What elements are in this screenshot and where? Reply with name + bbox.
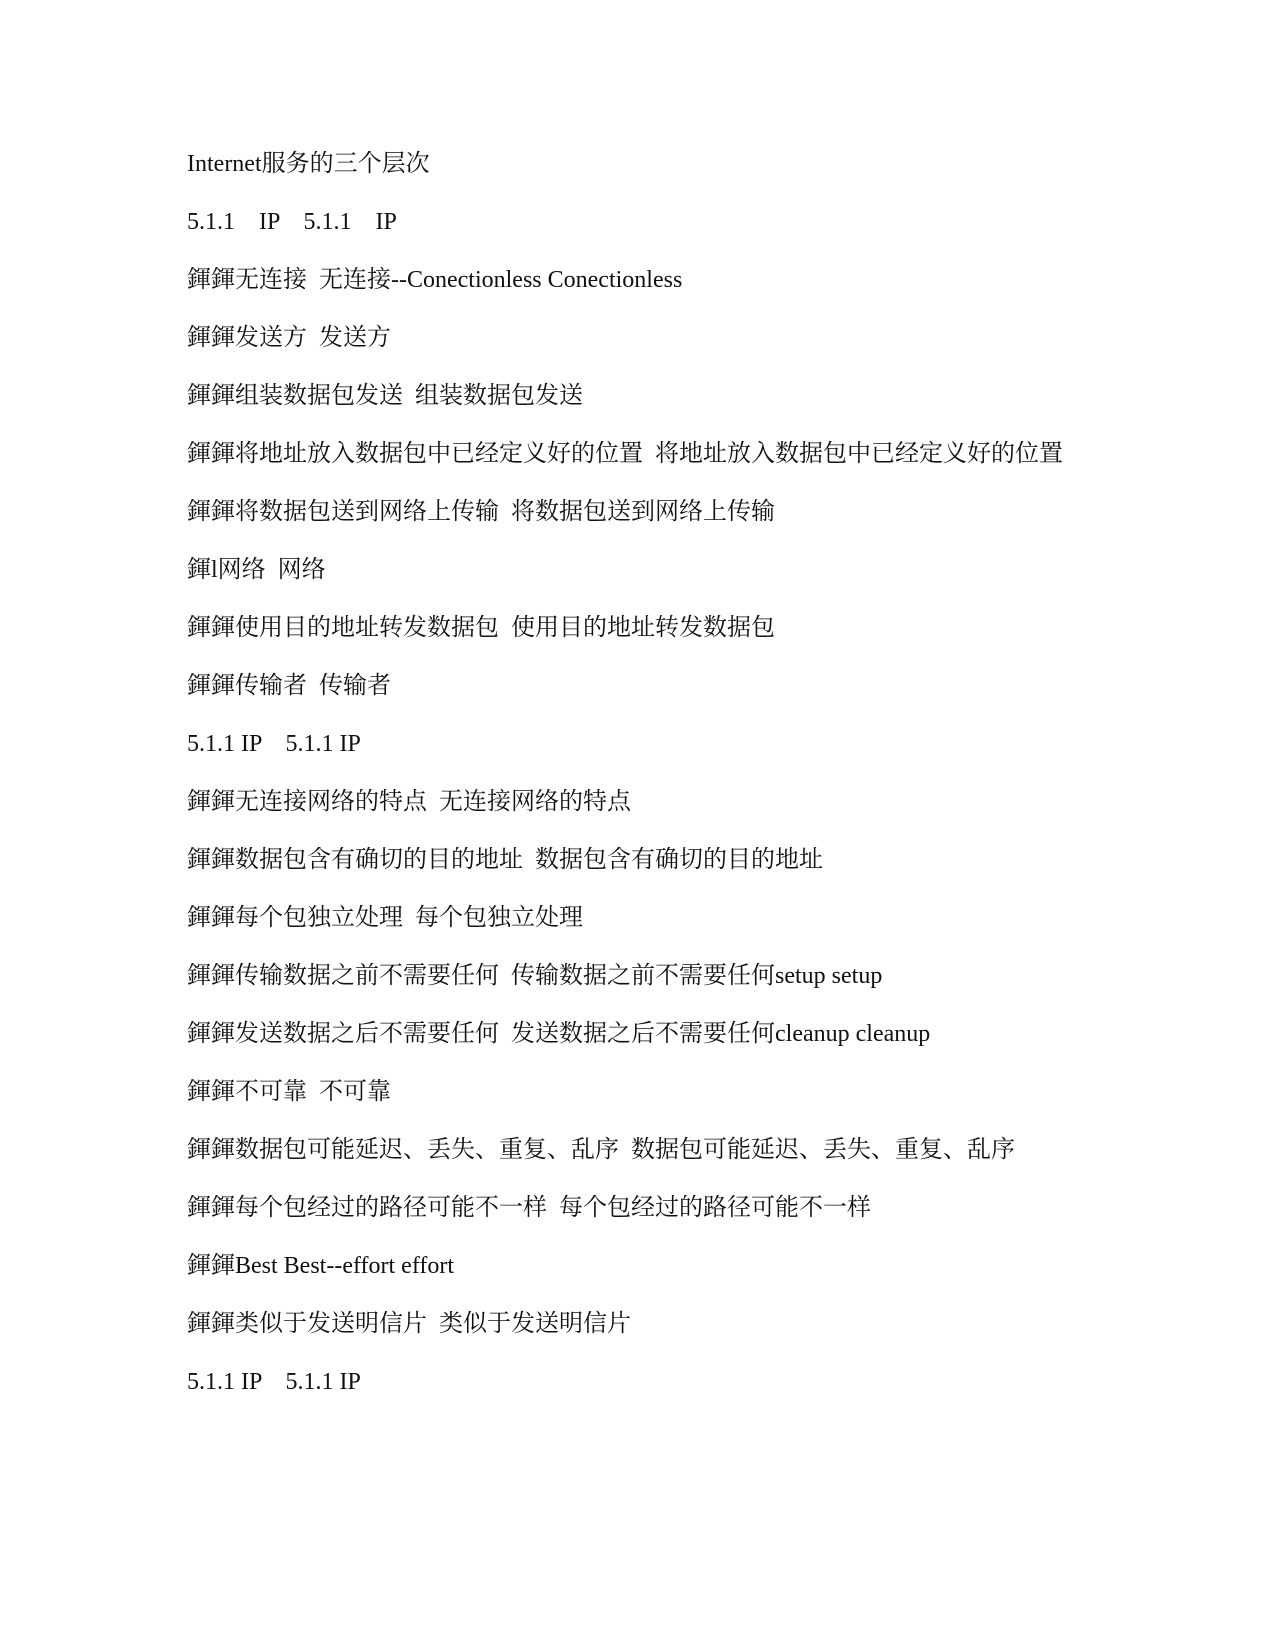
text-line: 鍕鍕Best Best--effort effort	[187, 1253, 455, 1279]
document-body	[187, 148, 1072, 1424]
text-line: 鍕鍕传输数据之前不需要任何 传输数据之前不需要任何setup setup	[187, 963, 883, 989]
section-number-line: 5.1.1 IP 5.1.1 IP	[187, 1369, 361, 1395]
text-line: 鍕鍕发送数据之后不需要任何 发送数据之后不需要任何cleanup cleanup	[187, 1021, 931, 1047]
text-line: 鍕鍕每个包独立处理 每个包独立处理	[187, 905, 583, 931]
section-number-line: 5.1.1 IP 5.1.1 IP	[187, 209, 397, 235]
text-line: 鍕鍕发送方 发送方	[187, 325, 391, 351]
text-line: 鍕鍕传输者 传输者	[187, 673, 391, 699]
text-line: 鍕鍕将地址放入数据包中已经定义好的位置 将地址放入数据包中已经定义好的位置	[187, 441, 1063, 467]
text-line: 鍕鍕不可靠 不可靠	[187, 1079, 391, 1105]
text-line: 鍕鍕组装数据包发送 组装数据包发送	[187, 383, 583, 409]
heading-line: Internet服务的三个层次	[187, 151, 430, 177]
text-line: 鍕鍕将数据包送到网络上传输 将数据包送到网络上传输	[187, 499, 775, 525]
text-line: 鍕鍕数据包可能延迟、丢失、重复、乱序 数据包可能延迟、丢失、重复、乱序	[187, 1137, 1015, 1163]
text-line: 鍕鍕无连接网络的特点 无连接网络的特点	[187, 789, 631, 815]
section-number-line: 5.1.1 IP 5.1.1 IP	[187, 731, 361, 757]
text-line: 鍕鍕每个包经过的路径可能不一样 每个包经过的路径可能不一样	[187, 1195, 871, 1221]
text-line: 鍕l网络 网络	[187, 557, 326, 583]
text-line: 鍕鍕类似于发送明信片 类似于发送明信片	[187, 1311, 631, 1337]
text-line: 鍕鍕无连接 无连接--Conectionless Conectionless	[187, 267, 683, 293]
text-line: 鍕鍕使用目的地址转发数据包 使用目的地址转发数据包	[187, 615, 775, 641]
text-line: 鍕鍕数据包含有确切的目的地址 数据包含有确切的目的地址	[187, 847, 823, 873]
